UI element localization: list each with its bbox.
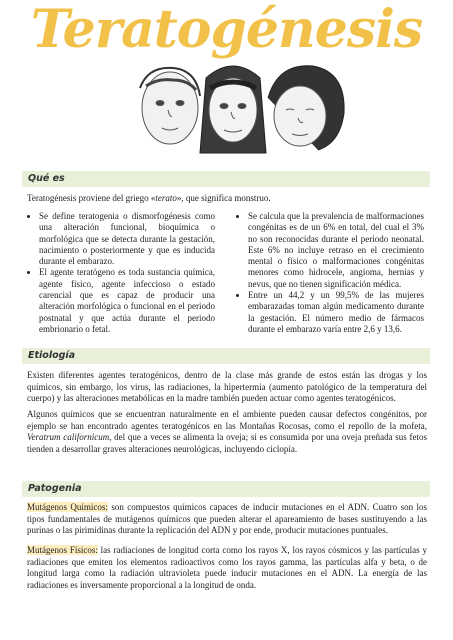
etiologia-paragraph-2: Algunos químicos que se encuentran naturalmente en el ambiente pueden causar defectos congénitos, por ejemplo se han encontrado agentes teratogénicos en las Montañas Rocosas, como el repollo de la mofeta, Veratrum californicum, del que a veces se alimenta la oveja; si es consumida por una oveja preñada sus fetos tienden a desarrollar graves alteraciones neurológicas, incluyendo ciclopía. (27, 409, 427, 454)
intro-paragraph: Teratogénesis proviene del griego «terato», que significa monstruo. (27, 193, 271, 203)
bullet-definition: • Se define teratogenia o dismorfogénesis como una alteración funcional, bioquímica o morfológica que se detecta durante la gestación, nacimiento o posteriormente y que es inducida durante el embarazo. (39, 211, 215, 267)
bullet-prevalence: • Se calcula que la prevalencia de malformaciones congénitas es de un 6% en total, del cual el 3% no son reconocidas durante el periodo neonatal. Este 6% no incluye retraso en el crecimiento mental o físico o malformaciones congénitas menores como hidrocele, angioma, hernias y nevus, que no tienen significación médica. (248, 211, 424, 290)
section-heading-patogenia: Patogenia (22, 481, 430, 497)
bullet-medication: • Entre un 44,2 y un 99,5% de las mujeres embarazadas toman algún medicamento durante la gestación. El número medio de fármacos durante el embarazo varía entre 2,6 y 13,6. (248, 290, 424, 335)
page-title: Teratogénesis (30, 0, 423, 60)
child-face-left (140, 68, 200, 144)
highlight-fisicos: Mutágenos Físicos: (27, 545, 98, 555)
children-faces-illustration (118, 58, 348, 156)
section-heading-que-es: Qué es (22, 171, 430, 187)
highlight-quimicos: Mutágenos Químicos: (27, 502, 108, 512)
patogenia-paragraph-2: Mutágenos Físicos: las radiaciones de longitud corta como los rayos X, los rayos cósmicos y las partículas y radiaciones que emiten los elementos radioactivos como los rayos gamma, las partículas alfa y beta, o de longitud larga como la radiación ultravioleta puede inducir mutaciones en el ADN. La energía de las radiaciones es inversamente proporcional a la longitud de onda. (27, 545, 427, 590)
etiologia-paragraph-1: Existen diferentes agentes teratogénicos, dentro de la clase más grande de estos están las drogas y los químicos, sin embargo, los virus, las radiaciones, la hipertermia (aumento patológico de la temperatura del cuerpo) y las alteraciones metabólicas en la madre también pueden actuar como agentes teratogénicos. (27, 370, 427, 403)
patogenia-paragraph-1: Mutágenos Químicos: son compuestos químicos capaces de inducir mutaciones en el ADN. Cuatro son los tipos fundamentales de mutágenos químicos que pueden alterar el apareamiento de bases sustituyendo a las purinas o las pirimidinas durante la replicación del ADN y por ende, producir mutaciones puntuales. (27, 502, 427, 535)
child-face-center (200, 66, 266, 153)
section-heading-etiologia: Etiología (22, 348, 430, 364)
bullet-agent: • El agente teratógeno es toda sustancia química, agente físico, agente infeccioso o estado carencial que es capaz de producir una alteración morfológica o funcional en el periodo postnatal y que actúa durante el periodo embrionario o fetal. (39, 267, 215, 335)
child-face-right (268, 66, 344, 150)
left-column (27, 211, 215, 335)
right-column (236, 211, 424, 335)
